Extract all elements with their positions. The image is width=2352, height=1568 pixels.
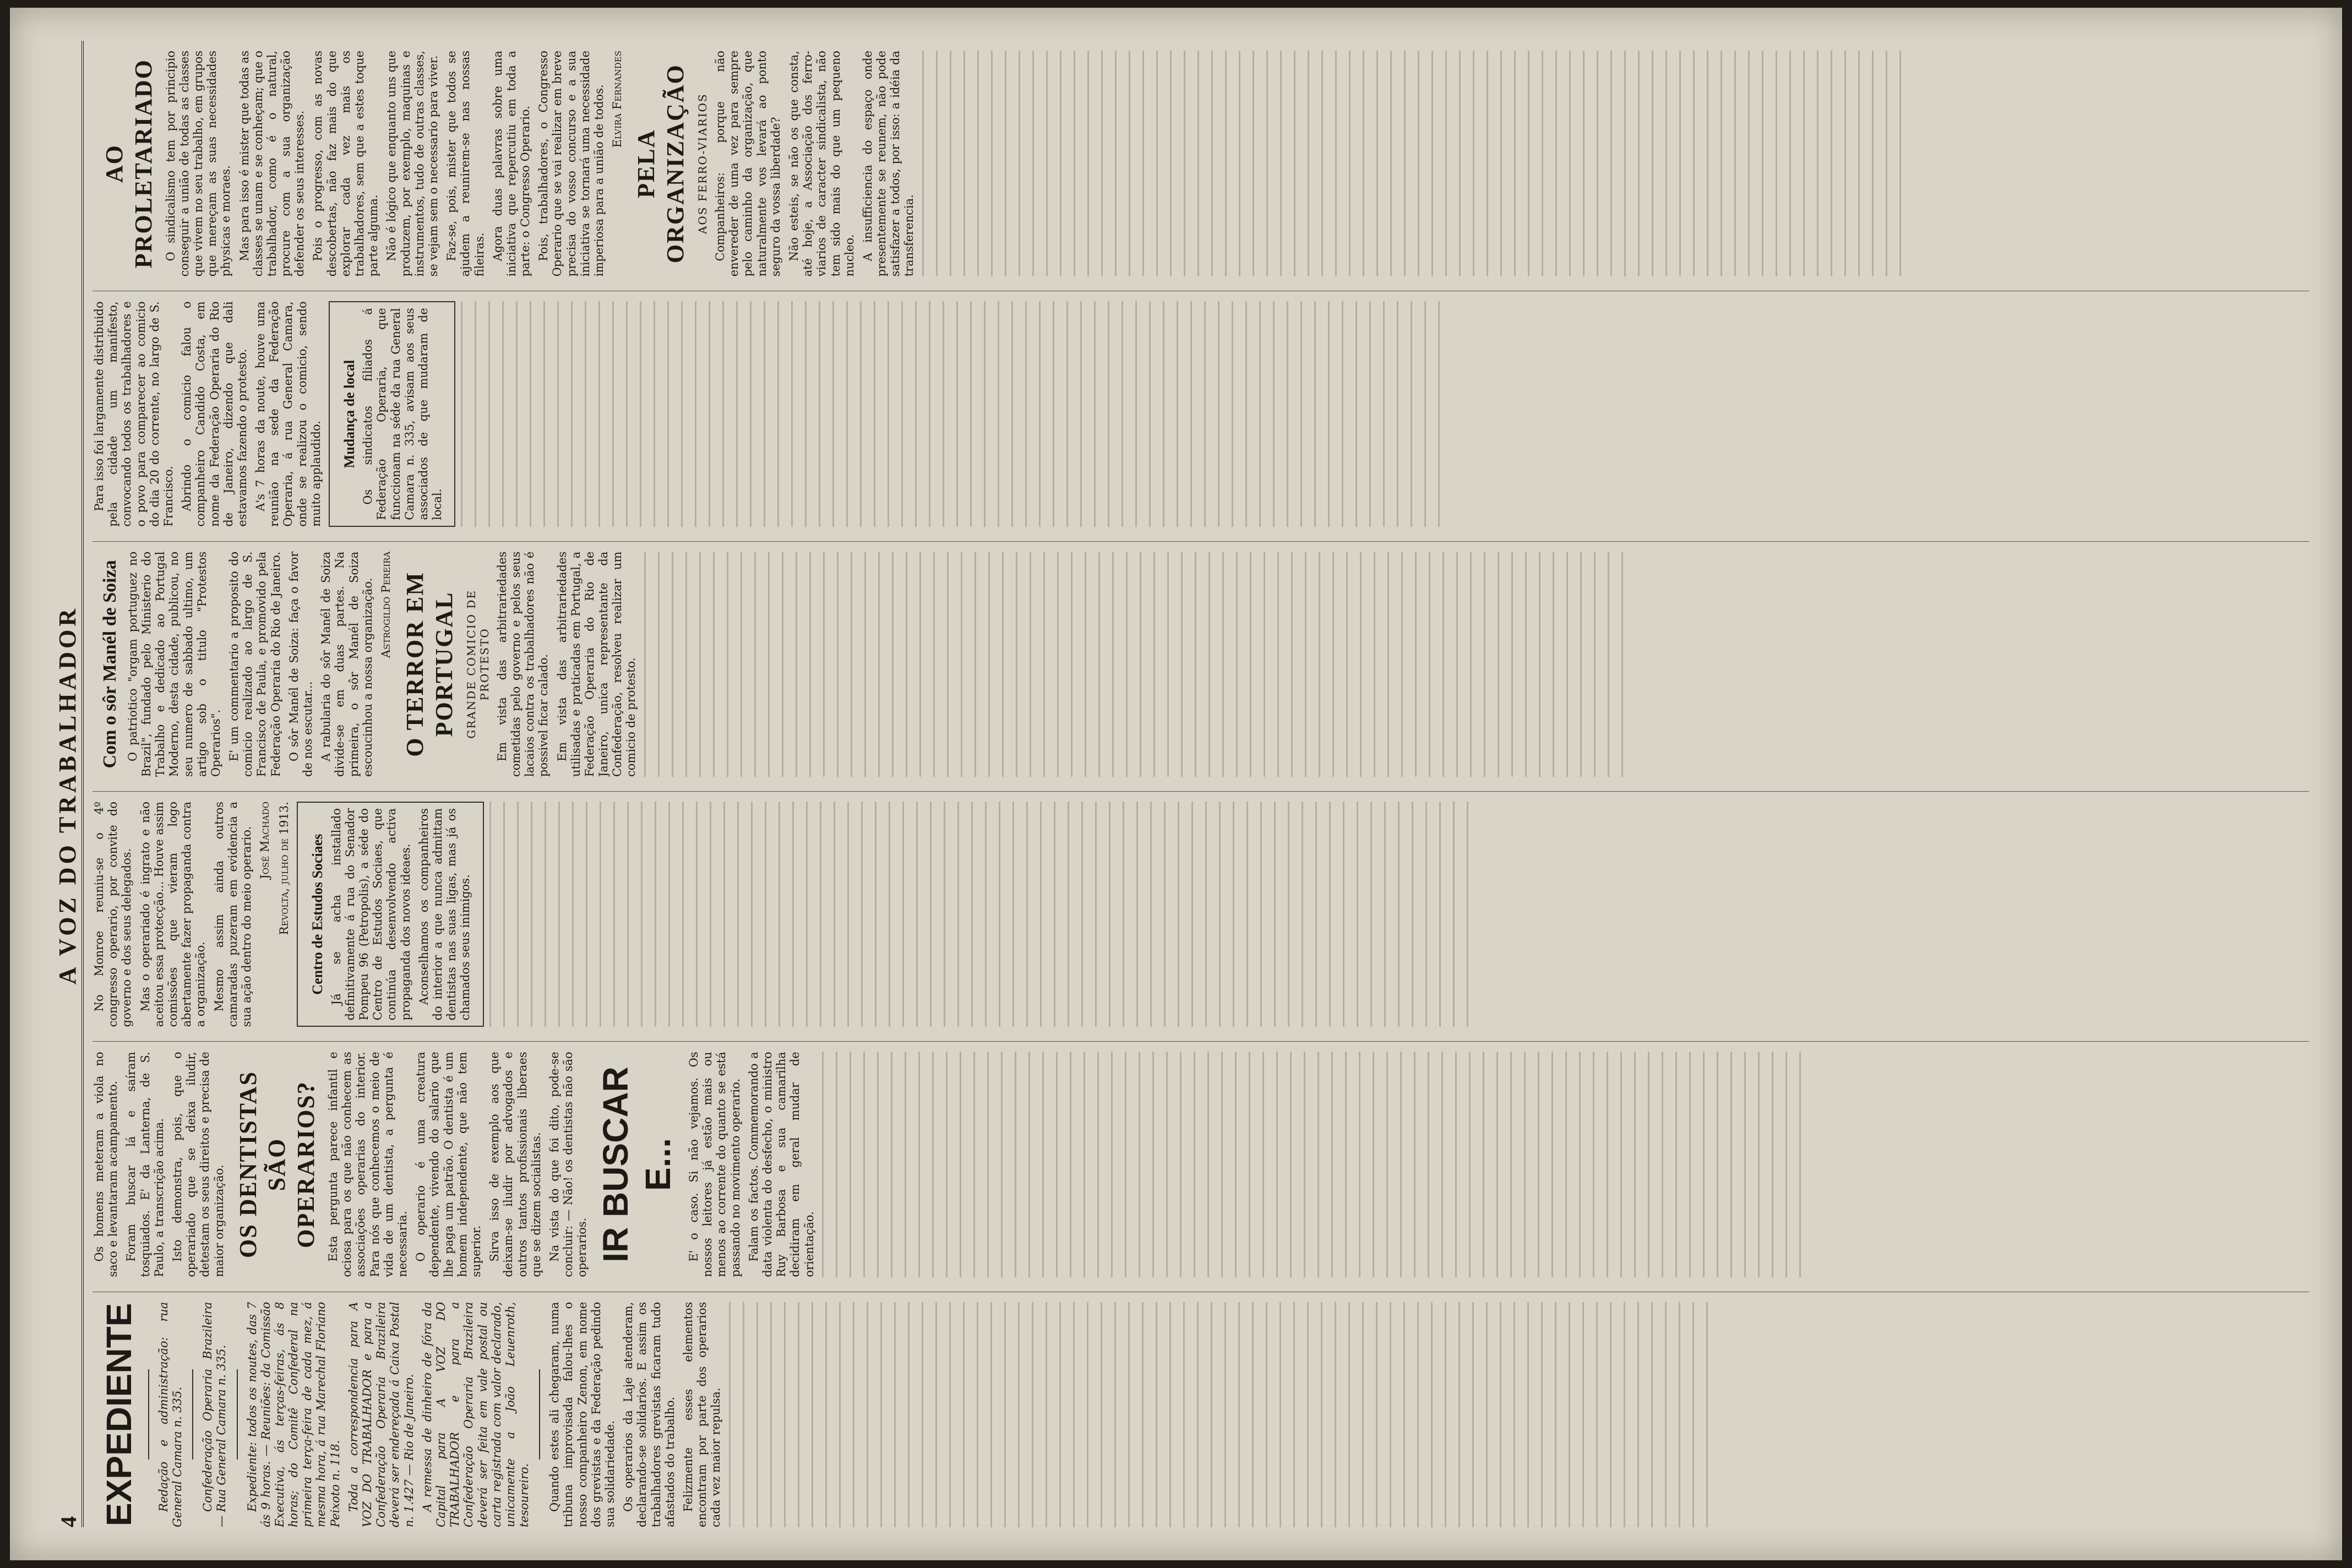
article-text: Para isso foi largamente distribuido pela cidade um manifesto, convocando todos os trabalhadores e o povo para comparecer ao comicio do dia 20 do corrente, no largo de S. Francisco. — [92, 301, 175, 527]
expediente-redacao: Redação e administração: rua General Camara n. 335. — [156, 1302, 184, 1527]
masthead — [43, 41, 84, 1527]
article-text: No Monroe reuniu-se o 4º congresso operario, por convite do governo e dos seus delegados. — [92, 802, 134, 1027]
text-lines — [922, 51, 1913, 276]
divider — [539, 1369, 540, 1460]
article-text: Agora duas palavras sobre uma iniciativa que repercutiu em toda a parte: o Congresso Operario. — [491, 51, 532, 277]
article-text: Sirva isso de exemplo aos que deixam-se iludir por advogados e outros tantos profissionais liberaes que se dizem socialistas. — [488, 1052, 543, 1277]
text-lines — [644, 552, 1635, 777]
organizacao-heading: PELA ORGANIZAÇÃO — [633, 64, 689, 264]
article-text: O sindicalismo tem por principio conseguir a união de todas as classes que vivem no seu trabalho, em grupos que mereçam as suas necessidades physicas e moraes. — [164, 51, 233, 277]
text-lines — [822, 1052, 1813, 1277]
divider — [237, 1369, 238, 1460]
article-text: Os sindicatos filiados á Federação Operaria, que funccionam na séde da rua General Camara n. 335, avisam aos seus associados de que mudaram de local. — [361, 308, 444, 520]
column-soiza — [92, 541, 2309, 777]
buscar-heading: IR BUSCAR E... — [596, 1066, 678, 1262]
proletariado-heading: AO PROLETARIADO — [101, 59, 157, 269]
signature: Astrogildo Pereira — [379, 551, 393, 658]
article-text: Mas o operariado é ingrato e não aceitou essa protecção... Houve assim comissões que vieram logo abertamente fazer propaganda contra a organização. — [138, 802, 208, 1027]
article-text: A rabularia do sôr Manél de Soiza divide-se em duas partes. Na primeira, o sôr Manél de Soiza escoucinhou a nossa organização. — [319, 551, 374, 777]
newspaper-sheet — [10, 8, 2342, 1560]
column-buscar — [92, 791, 2309, 1027]
article-text: Esta pergunta parece infantil e ociosa para os que não conhecem as associações operarias do interior. Para nós que conhecemos o meio de vida de um dentista, a pergunta é necessaria. — [326, 1052, 410, 1277]
article-text: E' um commentario a proposito do comicio realizado ao largo de S. Francisco de Paula, e promovido pela Federação Operaria do Rio de Janeiro. — [227, 551, 282, 777]
article-text: A's 7 horas da noute, houve uma reunião na sede da Federação Operaria, á rua General Camara, onde se realizou o comicio, sendo muito applaudido. — [254, 301, 323, 527]
article-text: Pois o progresso, com as novas descobertas, não faz mais do que explorar cada vez mais os trabalhadores, sem que a estes toque parte alguma. — [311, 51, 380, 277]
expediente-remittance: A remessa de dinheiro de fóra da Capital para A VOZ DO TRABALHADOR e para a Confederação Operaria Brazileira deverá ser feita em vale postal ou carta registrada com valor declarado, unicamente a João Leuenroth, tesoureiro. — [420, 1302, 531, 1527]
article-text: Felizmente esses elementos encontram por parte dos operarios cada vez maior repulsa. — [681, 1302, 723, 1527]
article-text: O patriotico "orgam portuguez no Brazil", fundado pelo Ministerio do Trabalho e dedicado ao Portugal Moderno, desta cidade, publicou, no seu numero de sabbado ultimo, um artigo sob o titulo "Protestos Operarios". — [126, 551, 222, 777]
column-proletariado — [92, 41, 2309, 276]
article-text: Pois, trabalhadores, o Congresso Operario que se vai realizar em breve precisa do vosso concurso e a sua iniciativa se tornará uma necessidade imperiosa para a união de todos. — [537, 51, 606, 277]
article-text: Foram buscar lá e saíram tosquiados. E' da Lanterna, de S. Paulo, a transcrição acima. — [124, 1052, 166, 1277]
article-text: O sôr Manél de Soiza: faça o favor de nos escutar... — [287, 551, 315, 777]
terror-heading: O TERROR EM PORTUGAL — [401, 571, 458, 757]
expediente-confederacao: Confederação Operaria Brazileira — Rua General Camara n. 335. — [201, 1302, 228, 1527]
expediente-correspondence: Toda a correspondencia para A VOZ DO TRABALHADOR e para a Confederação Operaria Brazileira deverá ser endereçada á Caixa Postal n. 1.427 — Rio de Janeiro. — [346, 1302, 416, 1527]
dateline: Revolta, julho de 1913. — [277, 802, 291, 935]
mudanca-box — [329, 301, 455, 526]
article-text: E' o caso. Si não vejamos. Os nossos leitores já estão mais ou menos ao corrente do quanto se está passando no movimento operario. — [687, 1052, 742, 1277]
page-number: 4 — [56, 1516, 81, 1527]
signature: José Machado — [258, 802, 272, 879]
article-text: Mesmo assim ainda outros camaradas puzeram em evidencia a sua ação dentro do meio operario. — [212, 802, 253, 1027]
divider — [192, 1369, 193, 1460]
article-text: Faz-se, pois, mister que todos se ajudem a reunirem-se nas nossas fileiras. — [445, 51, 486, 277]
organizacao-kicker: AOS FERRO-VIARIOS — [696, 93, 709, 235]
columns — [92, 41, 2309, 1527]
article-text: Abrindo o comicio falou o companheiro Candido Costa, em nome da Federação Operaria do Rio de Janeiro, dizendo que dali estavamos fazendo o protesto. — [180, 301, 249, 527]
mudanca-heading: Mudança de local — [341, 360, 357, 469]
article-text: Não esteis, se não os que consta, até hoje, a Associação dos ferro-viarios de caracter sindicalista, não tem sido mais do que um pequeno nucleo. — [787, 51, 856, 277]
rotated-page — [10, 8, 2342, 1560]
article-text: Em vista das arbitrariedades utilisadas e praticadas em Portugal, a Federação Operaria do Rio de Janeiro, unica representante da Confederação, resolveu realizar um comicio de protesto. — [555, 551, 638, 777]
text-lines — [489, 802, 1480, 1027]
article-text: Aconselhamos os companheiros do interior a que nunca admittam dentistas nas suas ligas, mas já os chamados seus inimigos. — [417, 808, 472, 1021]
centro-box — [297, 802, 483, 1027]
text-lines — [729, 1302, 1720, 1527]
article-text: Os operarios da Laje atenderam, declarando-se solidarios. E assim os trabalhadores grevistas ficaram tudo afastados do trabalho. — [622, 1302, 677, 1527]
newspaper-title: A VOZ DO TRABALHADOR — [54, 605, 81, 985]
expediente-heading: EXPEDIENTE — [99, 1303, 139, 1527]
article-text: Já se acha installado definitivamente á rua do Senador Pompeu 96 (Petropolis), a séde do Centro de Estudos Sociaes, que continúa desenvolvendo activa propaganda dos novos ideaes. — [329, 808, 412, 1021]
soiza-heading: Com o sôr Manél de Soiza — [100, 560, 120, 769]
article-text: Isto demonstra, pois, que o operariado que se deixa iludir, detestam os seus direitos e precisa de maior organização. — [170, 1052, 226, 1277]
article-text: Mas para isso é mister que todas as classes se unam e se conheçam; que o trabalhador, como é o natural, procure com a sua organização defender os seus interesses. — [237, 51, 307, 277]
article-text: Na vista do que foi dito, pode-se concluir: — Não! os dentistas não são operarios. — [547, 1052, 589, 1277]
text-lines — [461, 301, 1452, 526]
terror-kicker: GRANDE COMICIO DE PROTESTO — [464, 590, 491, 739]
article-text: Em vista das arbitrariedades cometidas pelo governo e pelos seus lacaios contra os trabalhadores não é possivel ficar calado. — [495, 551, 551, 777]
article-text: Companheiros: porque não envereder de uma vez para sempre pelo caminho da organização, que naturalmente vos levará ao ponto seguro da vossa liberdade? — [714, 51, 782, 277]
article-text: Quando estes ali chegaram, numa tribuna improvisada falou-lhes o nosso companheiro Zenon, em nome dos grevistas e da Federação pedindo sua solidariedade. — [548, 1302, 617, 1527]
expediente-hours: Expediente: todos os noutes, das 7 ás 9 horas. — Reuniões: da Comissão Executiva, ás terças-feiras, ás 8 horas; do Comitê Confederal na primeira terça-feira de cada mez, á mesma hora, á rua Marechal Floriano Peixoto n. 118. — [245, 1302, 342, 1527]
signature: Elvira Fernandes — [611, 51, 624, 148]
column-terror — [92, 291, 2309, 526]
dentistas-heading: OS DENTISTAS SÃO OPERARIOS? — [234, 1071, 320, 1258]
divider — [148, 1369, 149, 1460]
article-text: O operario é uma creatura dependente, vivendo do salario que lhe paga um patrão. O dentista é um homem independente, que não tem superior. — [414, 1052, 483, 1277]
article-text: Não é lógico que enquanto uns que produzem, por exemplo, maquinas e instrumentos, tudo de outras classes, se vejam sem o necessario para viver. — [385, 51, 440, 277]
article-text: A insufficiencia do espaço onde presentemente se reunem, não pode satisfazer a todos, por isso: a idéia da transferencia. — [861, 51, 916, 277]
column-dentistas — [92, 1041, 2309, 1277]
article-text: Os homens meteram a viola no saco e levantaram acampamento. — [92, 1052, 120, 1277]
column-expediente — [92, 1292, 2309, 1527]
article-text: Falam os factos. Commemorando a data violenta do desfecho, o ministro Ruy Barbosa e sua camarilha decidiram em geral mudar de orientação. — [747, 1052, 816, 1277]
centro-heading: Centro de Estudos Sociaes — [309, 834, 326, 995]
